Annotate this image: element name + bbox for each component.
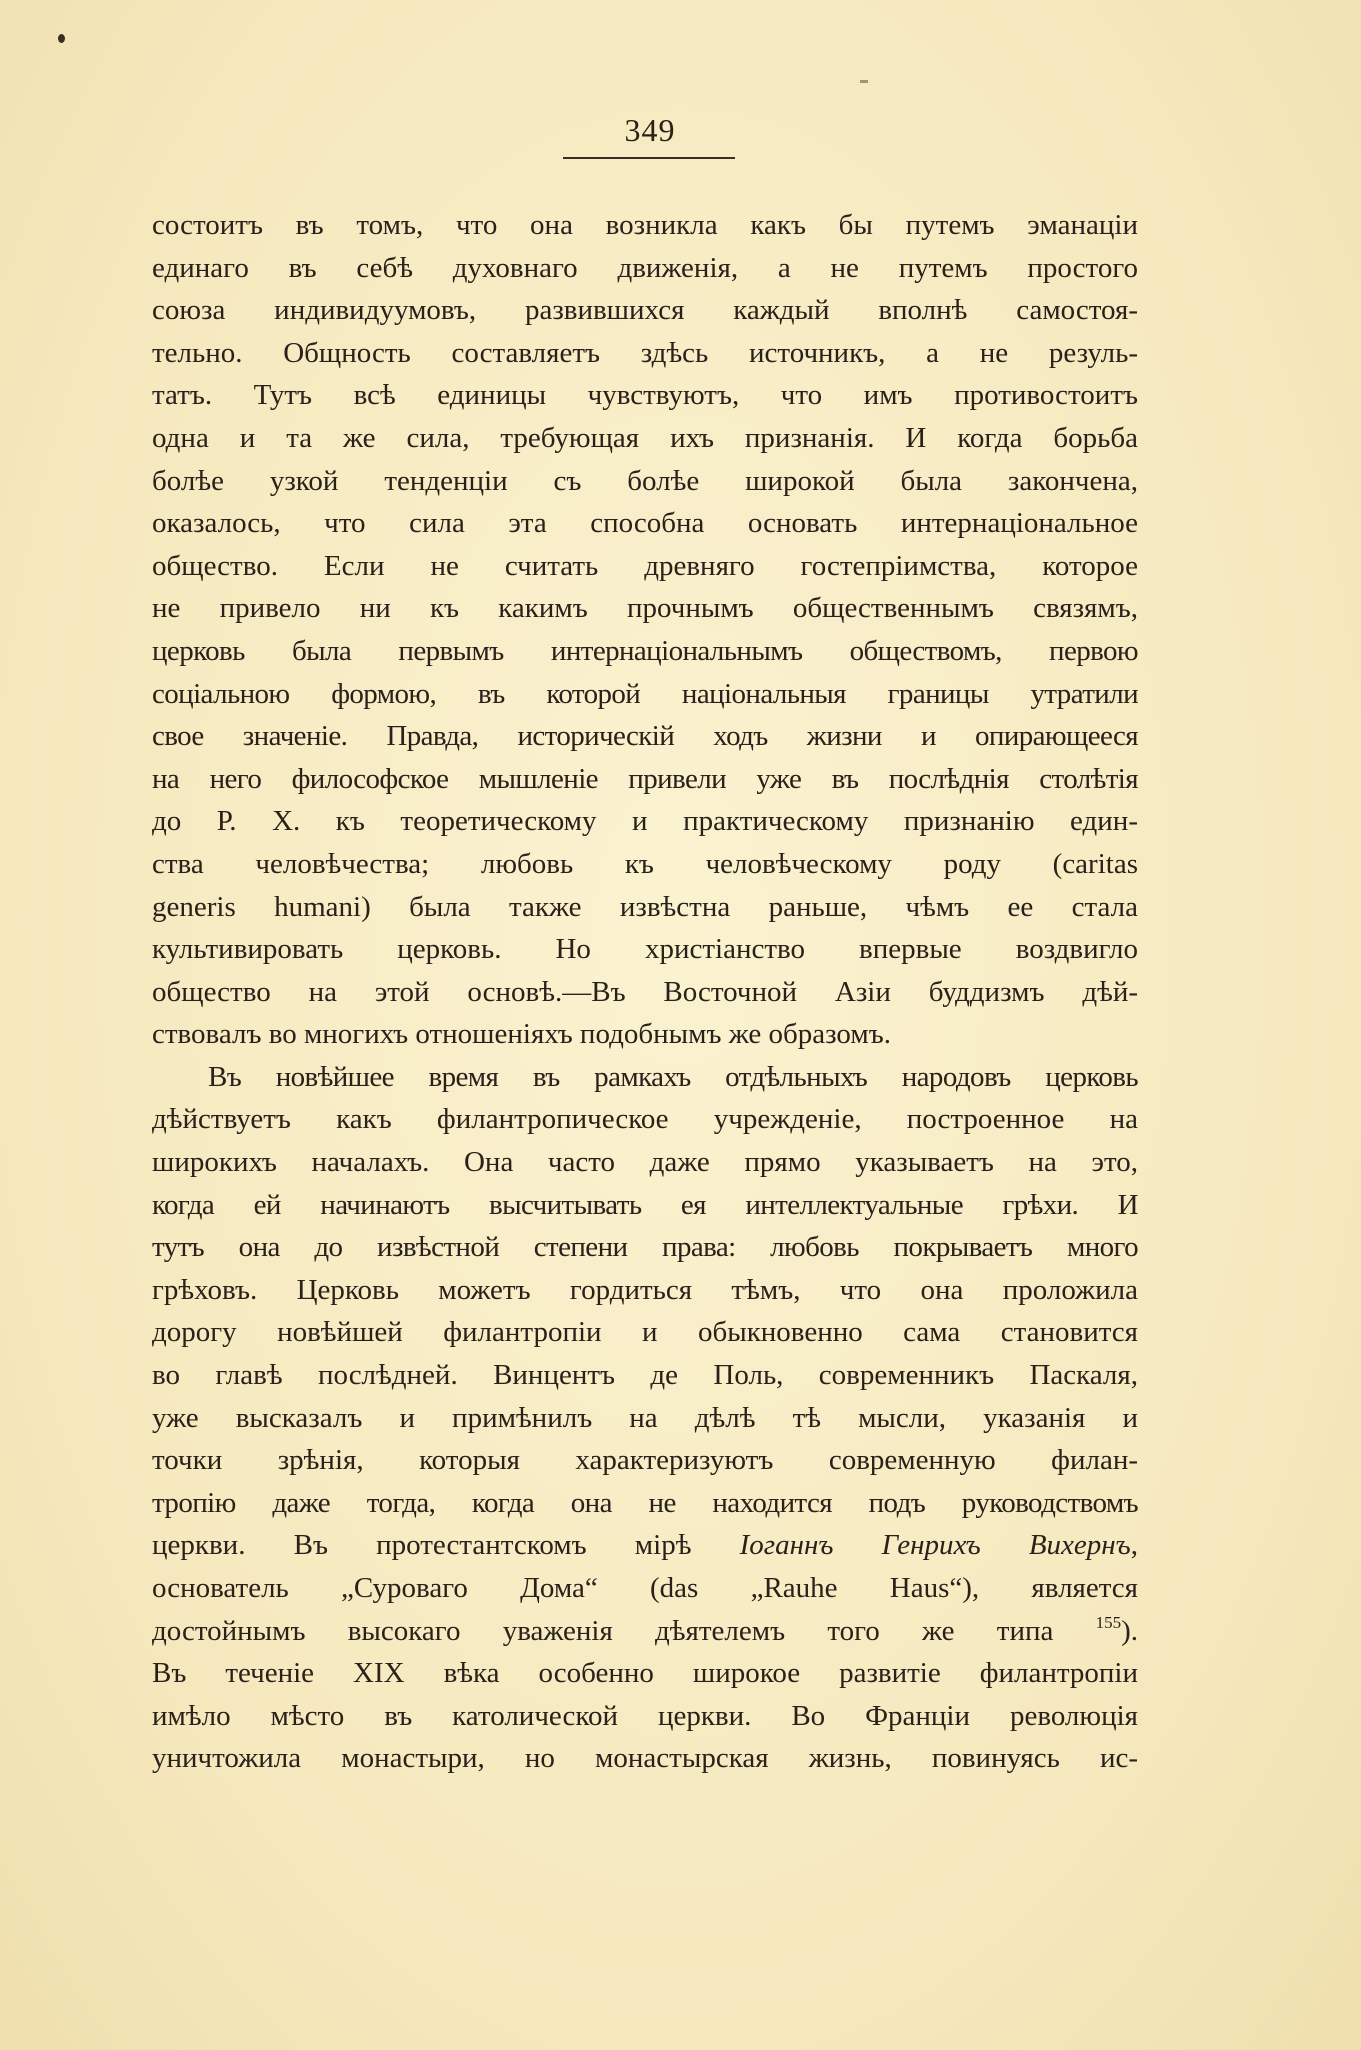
text-line bbox=[152, 1610, 1138, 1653]
text-line: ства человѣчества; любовь къ человѣческому роду (caritas bbox=[152, 847, 1138, 880]
page-number: 349 bbox=[624, 112, 676, 148]
text-line: состоитъ въ томъ, что она возникла какъ бы путемъ эманаціи bbox=[152, 209, 1138, 241]
text-segment: ). bbox=[1121, 1614, 1138, 1647]
text-line: не привело ни къ какимъ прочнымъ общественнымъ связямъ, bbox=[152, 592, 1138, 625]
text-line: свое значеніе. Правда, историческій ходъ жизни и опирающееся bbox=[152, 720, 1138, 753]
text-line: имѣло мѣсто въ католической церкви. Во Франціи революція bbox=[152, 1699, 1138, 1732]
text-line: грѣховъ. Церковь можетъ гордиться тѣмъ, что она проложила bbox=[152, 1273, 1138, 1306]
text-segment: церкви. Въ протестантскомъ мірѣ bbox=[152, 1529, 740, 1562]
text-line: соціальною формою, въ которой національныя границы утратили bbox=[152, 677, 1138, 710]
text-line: оказалось, что сила эта способна основать интернаціональное bbox=[152, 507, 1138, 540]
text-line: культивировать церковь. Но христіанство впервые воздвигло bbox=[152, 933, 1138, 966]
body-text bbox=[152, 204, 1138, 1780]
text-line: дѣйствуетъ какъ филантропическое учрежденіе, построенное на bbox=[152, 1103, 1138, 1136]
text-line: основатель „Суроваго Дома“ (das „Rauhe Haus“), является bbox=[152, 1572, 1138, 1604]
text-segment: достойнымъ высокаго уваженія дѣятелемъ того же типа bbox=[152, 1614, 1054, 1647]
text-line: церковь была первымъ интернаціональнымъ обществомъ, первою bbox=[152, 634, 1138, 667]
page-number-rule bbox=[563, 157, 735, 159]
text-line: точки зрѣнія, которыя характеризуютъ современную филан- bbox=[152, 1444, 1138, 1477]
ink-mark bbox=[860, 80, 868, 83]
footnote-ref: 155 bbox=[1095, 1612, 1122, 1632]
text-line: одна и та же сила, требующая ихъ признанія. И когда борьба bbox=[152, 421, 1138, 454]
paragraph-last-line: ствовалъ во многихъ отношеніяхъ подобнымъ же образомъ. bbox=[152, 1018, 891, 1051]
text-line: тропію даже тогда, когда она не находится подъ руководствомъ bbox=[152, 1486, 1138, 1519]
text-line: дорогу новѣйшей филантропіи и обыкновенно сама становится bbox=[152, 1316, 1138, 1349]
text-line: общество. Если не считать древняго гостепріимства, которое bbox=[152, 549, 1138, 582]
text-line: общество на этой основѣ.—Въ Восточной Азіи буддизмъ дѣй- bbox=[152, 975, 1138, 1008]
text-line: когда ей начинаютъ высчитывать ея интеллектуальные грѣхи. И bbox=[152, 1188, 1138, 1221]
text-line: широкихъ началахъ. Она часто даже прямо указываетъ на это, bbox=[152, 1146, 1138, 1179]
text-line: тутъ она до извѣстной степени права: любовь покрываетъ много bbox=[152, 1231, 1138, 1264]
text-line: на него философское мышленіе привели уже въ послѣднія столѣтія bbox=[152, 762, 1138, 795]
text-line: generis humani) была также извѣстна раньше, чѣмъ ее стала bbox=[152, 890, 1138, 923]
text-line: татъ. Тутъ всѣ единицы чувствуютъ, что имъ противостоитъ bbox=[152, 379, 1138, 412]
text-line bbox=[152, 1524, 1138, 1567]
text-line: уже высказалъ и примѣнилъ на дѣлѣ тѣ мысли, указанія и bbox=[152, 1401, 1138, 1434]
text-line: уничтожила монастыри, но монастырская жизнь, повинуясь ис- bbox=[152, 1742, 1138, 1775]
italic-name: Іоганнъ Генрихъ Вихернъ bbox=[739, 1529, 1131, 1562]
text-line: тельно. Общность составляетъ здѣсь источникъ, а не резуль- bbox=[152, 336, 1138, 369]
ink-speck bbox=[58, 34, 65, 43]
paragraph-first-line: Въ новѣйшее время въ рамкахъ отдѣльныхъ народовъ церковь bbox=[208, 1060, 1138, 1093]
text-line: Въ теченіе XIX вѣка особенно широкое развитіе филантропіи bbox=[152, 1657, 1138, 1690]
text-line: союза индивидуумовъ, развившихся каждый вполнѣ самостоя- bbox=[152, 294, 1138, 327]
text-segment: , bbox=[1130, 1529, 1138, 1562]
text-line: болѣе узкой тенденціи съ болѣе широкой была закончена, bbox=[152, 464, 1138, 497]
text-line: до Р. Х. къ теоретическому и практическому признанію един- bbox=[152, 805, 1138, 838]
text-line: во главѣ послѣдней. Винцентъ де Поль, современникъ Паскаля, bbox=[152, 1359, 1138, 1392]
text-line: единаго въ себѣ духовнаго движенія, а не путемъ простого bbox=[152, 251, 1138, 284]
